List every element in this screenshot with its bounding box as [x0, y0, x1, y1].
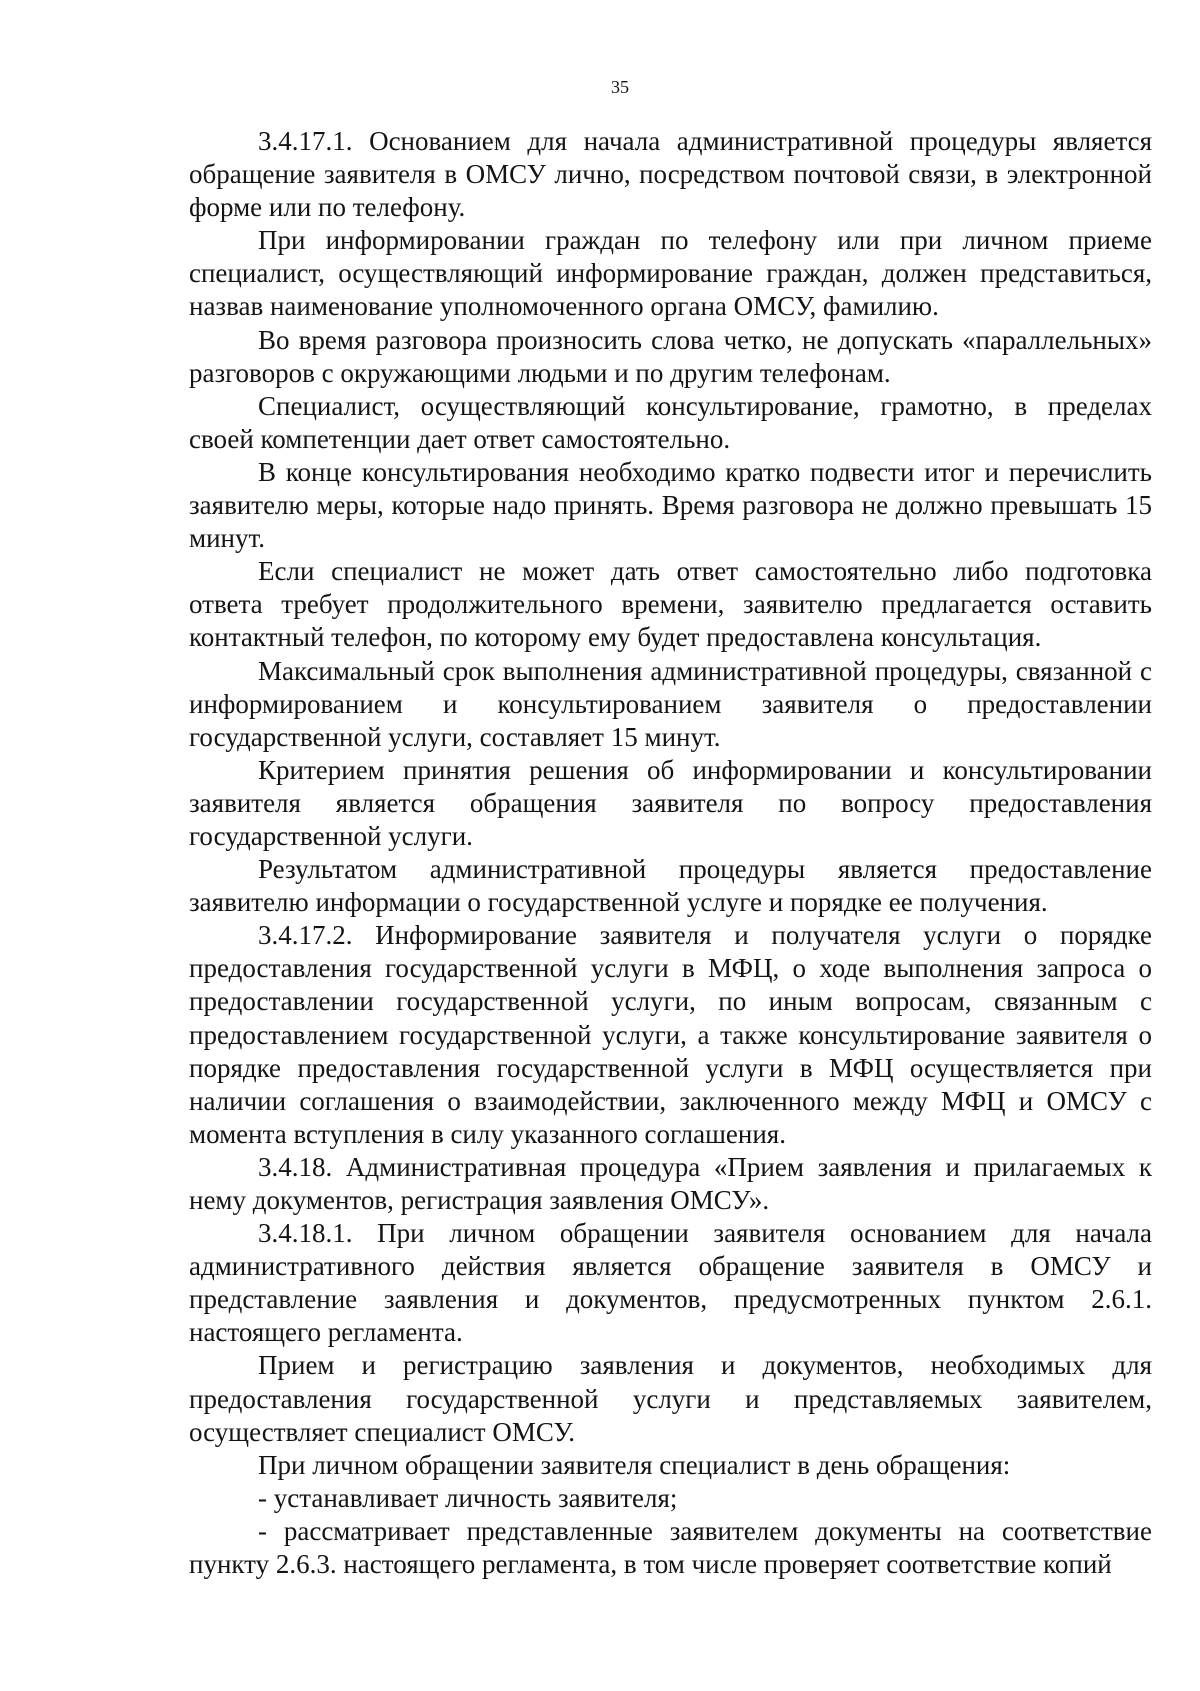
- paragraph: 3.4.18.1. При личном обращении заявителя основанием для начала административного действия является обращение заявителя в ОМСУ и представление заявления и документов, предусмотренных пунктом 2.6.1. настоящего регламента.: [189, 1218, 1152, 1348]
- paragraph: Критерием принятия решения об информировании и консультировании заявителя является обращения заявителя по вопросу предоставления государственной услуги.: [189, 754, 1152, 851]
- paragraph: 3.4.17.2. Информирование заявителя и получателя услуги о порядке предоставления государственной услуги в МФЦ, о ходе выполнения запроса о предоставлении государственной услуги, по иным вопросам, связанным с предоставлением государственной услуги, а также консультирование заявителя о порядке предоставления государственной услуги в МФЦ осуществляется при наличии соглашения о взаимодействии, заключенного между МФЦ и ОМСУ с момента вступления в силу указанного соглашения.: [189, 920, 1152, 1149]
- list-item: - устанавливает личность заявителя;: [258, 1482, 678, 1513]
- list-item: - рассматривает представленные заявителем документы на соответствие пункту 2.6.3. настоящего регламента, в том числе проверяет соответствие копий: [189, 1515, 1152, 1580]
- paragraph: Прием и регистрацию заявления и документов, необходимых для предоставления государственной услуги и представляемых заявителем, осуществляет специалист ОМСУ.: [189, 1350, 1152, 1447]
- paragraph: Во время разговора произносить слова четко, не допускать «параллельных» разговоров с окружающими людьми и по другим телефонам.: [189, 324, 1152, 388]
- paragraph: Результатом административной процедуры является предоставление заявителю информации о государственной услуге и порядке ее получения.: [189, 854, 1152, 918]
- paragraph: При личном обращении заявителя специалист в день обращения:: [258, 1449, 1011, 1480]
- paragraph: 3.4.17.1. Основанием для начала административной процедуры является обращение заявителя в ОМСУ лично, посредством почтовой связи, в электронной форме или по телефону.: [189, 126, 1152, 223]
- paragraph: В конце консультирования необходимо кратко подвести итог и перечислить заявителю меры, которые надо принять. Время разговора не должно превышать 15 минут.: [189, 456, 1152, 554]
- paragraph: 3.4.18. Административная процедура «Прием заявления и прилагаемых к нему документов, регистрация заявления ОМСУ».: [189, 1151, 1152, 1215]
- paragraph: Если специалист не может дать ответ самостоятельно либо подготовка ответа требует продолжительного времени, заявителю предлагается оставить контактный телефон, по которому ему будет предоставлена консультация.: [189, 556, 1152, 653]
- document-body: [189, 125, 1152, 1581]
- paragraph: Максимальный срок выполнения административной процедуры, связанной с информированием и консультированием заявителя о предоставлении государственной услуги, составляет 15 минут.: [189, 655, 1152, 752]
- paragraph: При информировании граждан по телефону или при личном приеме специалист, осуществляющий информирование граждан, должен представиться, назвав наименование уполномоченного органа ОМСУ, фамилию.: [189, 225, 1152, 322]
- page-number: 35: [611, 77, 629, 97]
- paragraph: Специалист, осуществляющий консультирование, грамотно, в пределах своей компетенции дает ответ самостоятельно.: [189, 390, 1152, 454]
